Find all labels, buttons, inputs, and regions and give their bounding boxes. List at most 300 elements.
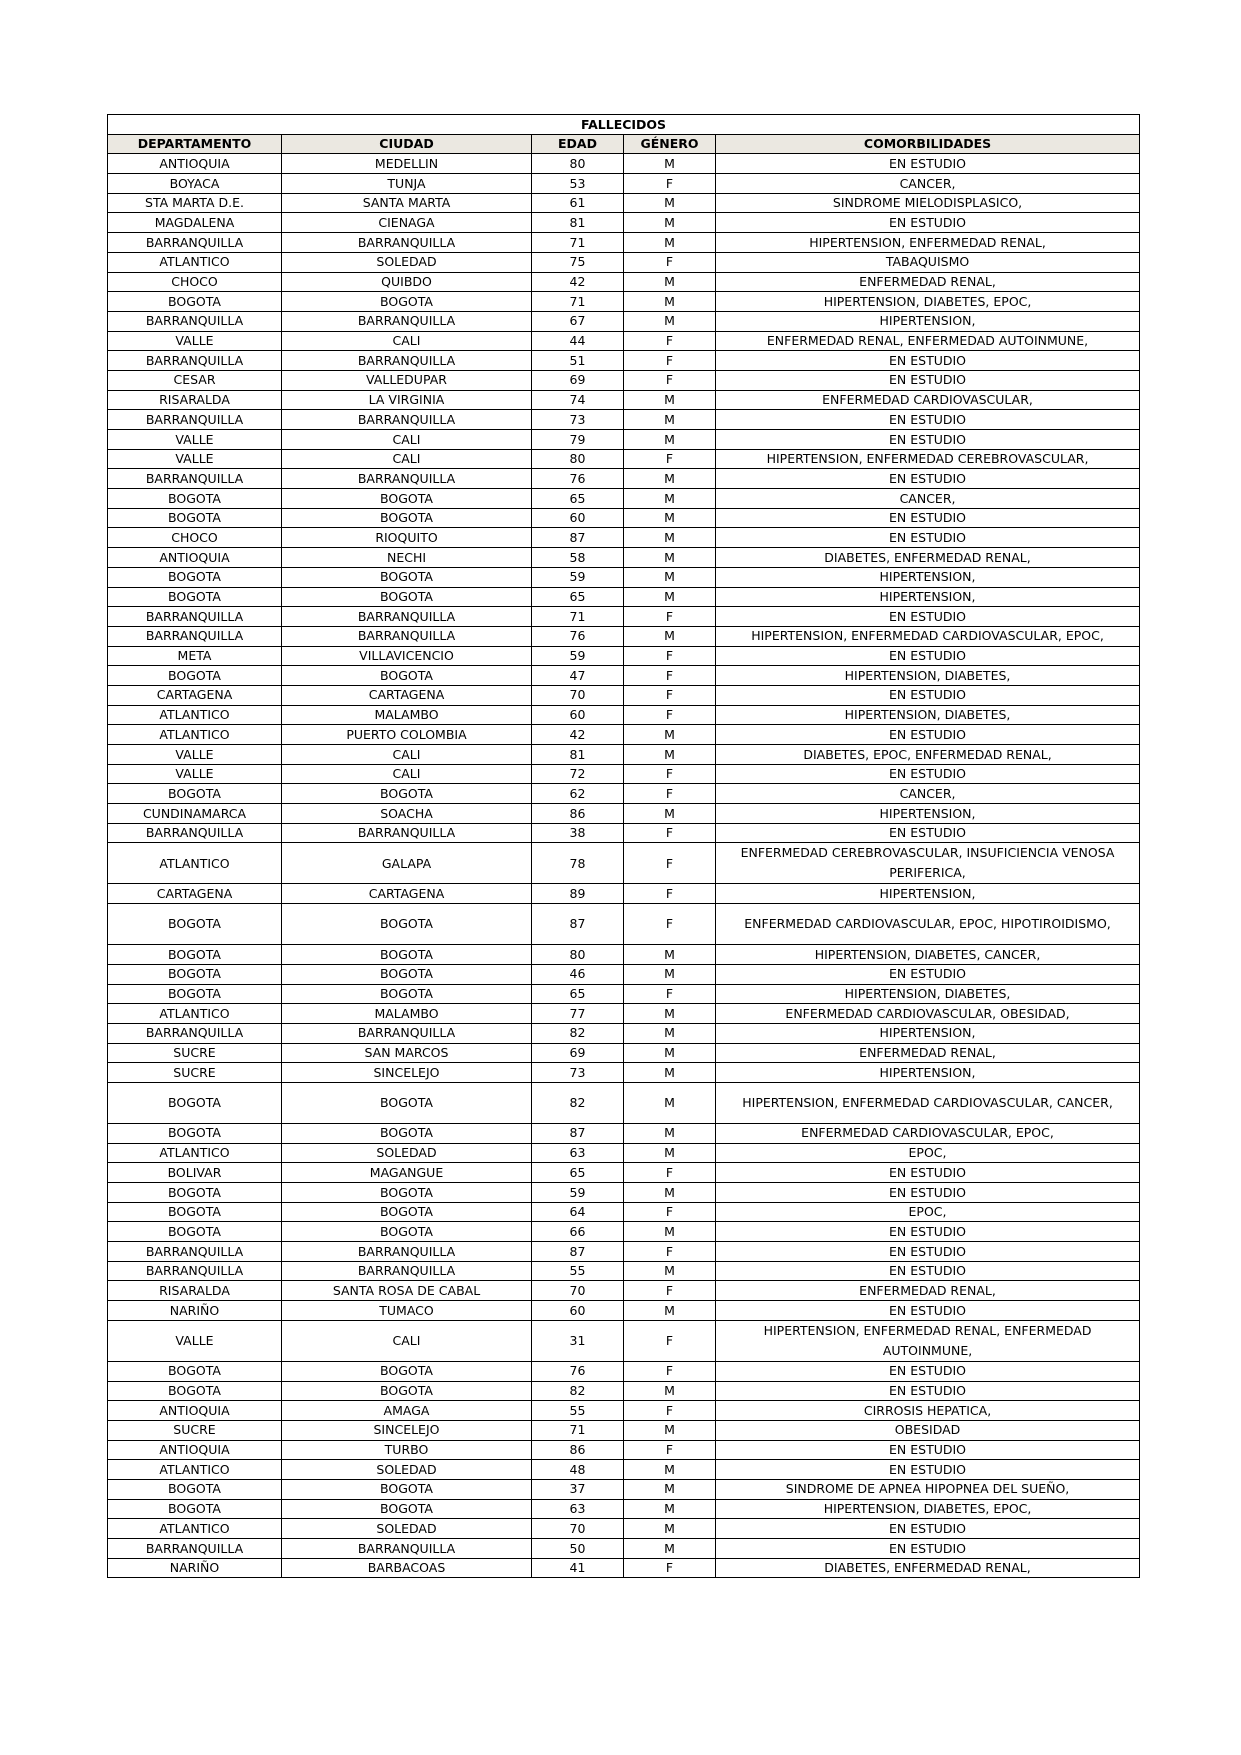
cell-genero: M bbox=[624, 430, 716, 450]
cell-comorbilidades: EN ESTUDIO bbox=[716, 1381, 1140, 1401]
cell-edad: 87 bbox=[532, 528, 624, 548]
cell-ciudad: VILLAVICENCIO bbox=[282, 646, 532, 666]
table-row bbox=[108, 1401, 1140, 1421]
table-row bbox=[108, 945, 1140, 965]
cell-genero: M bbox=[624, 587, 716, 607]
cell-departamento: VALLE bbox=[108, 764, 282, 784]
cell-ciudad: BARRANQUILLA bbox=[282, 607, 532, 627]
cell-departamento: MAGDALENA bbox=[108, 213, 282, 233]
cell-genero: F bbox=[624, 449, 716, 469]
cell-ciudad: BOGOTA bbox=[282, 587, 532, 607]
cell-ciudad: PUERTO COLOMBIA bbox=[282, 725, 532, 745]
cell-edad: 71 bbox=[532, 233, 624, 253]
cell-ciudad: SANTA MARTA bbox=[282, 193, 532, 213]
cell-departamento: ANTIOQUIA bbox=[108, 1401, 282, 1421]
cell-departamento: BOGOTA bbox=[108, 666, 282, 686]
cell-edad: 42 bbox=[532, 725, 624, 745]
cell-genero: F bbox=[624, 1242, 716, 1262]
cell-departamento: NARIÑO bbox=[108, 1558, 282, 1578]
cell-genero: F bbox=[624, 1361, 716, 1381]
cell-comorbilidades: EN ESTUDIO bbox=[716, 469, 1140, 489]
cell-departamento: VALLE bbox=[108, 745, 282, 765]
cell-comorbilidades: HIPERTENSION, ENFERMEDAD CEREBROVASCULAR, bbox=[716, 449, 1140, 469]
cell-genero: F bbox=[624, 370, 716, 390]
table-row bbox=[108, 784, 1140, 804]
cell-departamento: RISARALDA bbox=[108, 1281, 282, 1301]
cell-departamento: BARRANQUILLA bbox=[108, 607, 282, 627]
cell-ciudad: SINCELEJO bbox=[282, 1420, 532, 1440]
cell-departamento: BARRANQUILLA bbox=[108, 1261, 282, 1281]
cell-genero: M bbox=[624, 390, 716, 410]
cell-edad: 42 bbox=[532, 272, 624, 292]
table-row bbox=[108, 745, 1140, 765]
cell-comorbilidades: DIABETES, ENFERMEDAD RENAL, bbox=[716, 548, 1140, 568]
fallecidos-table bbox=[107, 114, 1140, 1578]
cell-departamento: BOGOTA bbox=[108, 904, 282, 945]
cell-departamento: BOGOTA bbox=[108, 1361, 282, 1381]
cell-edad: 47 bbox=[532, 666, 624, 686]
cell-edad: 72 bbox=[532, 764, 624, 784]
cell-genero: M bbox=[624, 272, 716, 292]
cell-comorbilidades: DIABETES, EPOC, ENFERMEDAD RENAL, bbox=[716, 745, 1140, 765]
cell-departamento: BOGOTA bbox=[108, 1082, 282, 1123]
table-row bbox=[108, 1539, 1140, 1559]
cell-genero: M bbox=[624, 154, 716, 174]
table-row bbox=[108, 1420, 1140, 1440]
cell-comorbilidades: ENFERMEDAD RENAL, bbox=[716, 1281, 1140, 1301]
table-row bbox=[108, 1281, 1140, 1301]
table-row bbox=[108, 1301, 1140, 1321]
cell-edad: 66 bbox=[532, 1222, 624, 1242]
cell-comorbilidades: ENFERMEDAD RENAL, ENFERMEDAD AUTOINMUNE, bbox=[716, 331, 1140, 351]
table-row bbox=[108, 1519, 1140, 1539]
cell-genero: M bbox=[624, 311, 716, 331]
cell-genero: M bbox=[624, 469, 716, 489]
table-row bbox=[108, 904, 1140, 945]
cell-comorbilidades: ENFERMEDAD CARDIOVASCULAR, EPOC, bbox=[716, 1123, 1140, 1143]
table-row bbox=[108, 1381, 1140, 1401]
table-row bbox=[108, 587, 1140, 607]
cell-comorbilidades: CANCER, bbox=[716, 489, 1140, 509]
table-row bbox=[108, 508, 1140, 528]
cell-ciudad: CALI bbox=[282, 1320, 532, 1361]
cell-genero: F bbox=[624, 884, 716, 904]
cell-edad: 70 bbox=[532, 685, 624, 705]
cell-ciudad: CARTAGENA bbox=[282, 685, 532, 705]
cell-departamento: ATLANTICO bbox=[108, 1004, 282, 1024]
cell-ciudad: TURBO bbox=[282, 1440, 532, 1460]
cell-comorbilidades: ENFERMEDAD CARDIOVASCULAR, bbox=[716, 390, 1140, 410]
cell-genero: M bbox=[624, 1063, 716, 1083]
cell-ciudad: BOGOTA bbox=[282, 784, 532, 804]
cell-comorbilidades: EN ESTUDIO bbox=[716, 1539, 1140, 1559]
cell-ciudad: BOGOTA bbox=[282, 292, 532, 312]
cell-genero: F bbox=[624, 1320, 716, 1361]
cell-ciudad: BOGOTA bbox=[282, 1082, 532, 1123]
cell-genero: M bbox=[624, 1222, 716, 1242]
table-row bbox=[108, 430, 1140, 450]
table-row bbox=[108, 331, 1140, 351]
cell-edad: 50 bbox=[532, 1539, 624, 1559]
cell-edad: 80 bbox=[532, 945, 624, 965]
table-row bbox=[108, 843, 1140, 884]
cell-ciudad: BOGOTA bbox=[282, 1499, 532, 1519]
cell-comorbilidades: EN ESTUDIO bbox=[716, 1261, 1140, 1281]
cell-departamento: ATLANTICO bbox=[108, 1143, 282, 1163]
cell-departamento: CARTAGENA bbox=[108, 884, 282, 904]
cell-comorbilidades: EN ESTUDIO bbox=[716, 1460, 1140, 1480]
table-row bbox=[108, 685, 1140, 705]
table-header-row bbox=[108, 134, 1140, 154]
cell-edad: 59 bbox=[532, 567, 624, 587]
cell-genero: M bbox=[624, 292, 716, 312]
cell-comorbilidades: HIPERTENSION, DIABETES, EPOC, bbox=[716, 1499, 1140, 1519]
cell-genero: F bbox=[624, 1440, 716, 1460]
cell-comorbilidades: HIPERTENSION, bbox=[716, 884, 1140, 904]
cell-departamento: BARRANQUILLA bbox=[108, 351, 282, 371]
cell-ciudad: TUNJA bbox=[282, 174, 532, 194]
cell-departamento: ATLANTICO bbox=[108, 1460, 282, 1480]
cell-genero: F bbox=[624, 607, 716, 627]
cell-comorbilidades: CANCER, bbox=[716, 174, 1140, 194]
table-row bbox=[108, 548, 1140, 568]
cell-ciudad: BOGOTA bbox=[282, 1123, 532, 1143]
cell-comorbilidades: EN ESTUDIO bbox=[716, 685, 1140, 705]
cell-comorbilidades: EN ESTUDIO bbox=[716, 213, 1140, 233]
cell-comorbilidades: HIPERTENSION, bbox=[716, 804, 1140, 824]
table-row bbox=[108, 1063, 1140, 1083]
table-row bbox=[108, 272, 1140, 292]
cell-comorbilidades: EN ESTUDIO bbox=[716, 1163, 1140, 1183]
table-row bbox=[108, 1163, 1140, 1183]
cell-genero: F bbox=[624, 764, 716, 784]
cell-edad: 82 bbox=[532, 1082, 624, 1123]
cell-genero: M bbox=[624, 1123, 716, 1143]
cell-ciudad: MAGANGUE bbox=[282, 1163, 532, 1183]
cell-ciudad: BARRANQUILLA bbox=[282, 410, 532, 430]
cell-ciudad: BARRANQUILLA bbox=[282, 351, 532, 371]
cell-edad: 69 bbox=[532, 370, 624, 390]
header-ciudad: CIUDAD bbox=[282, 134, 532, 154]
table-row bbox=[108, 1242, 1140, 1262]
cell-ciudad: SOLEDAD bbox=[282, 1460, 532, 1480]
cell-comorbilidades: OBESIDAD bbox=[716, 1420, 1140, 1440]
cell-edad: 80 bbox=[532, 154, 624, 174]
cell-departamento: ATLANTICO bbox=[108, 252, 282, 272]
cell-ciudad: CALI bbox=[282, 745, 532, 765]
cell-departamento: BOGOTA bbox=[108, 1202, 282, 1222]
cell-departamento: BOYACA bbox=[108, 174, 282, 194]
cell-comorbilidades: EN ESTUDIO bbox=[716, 607, 1140, 627]
cell-edad: 60 bbox=[532, 508, 624, 528]
cell-departamento: BOGOTA bbox=[108, 945, 282, 965]
cell-departamento: BARRANQUILLA bbox=[108, 469, 282, 489]
cell-ciudad: BARRANQUILLA bbox=[282, 1023, 532, 1043]
cell-genero: M bbox=[624, 725, 716, 745]
cell-edad: 58 bbox=[532, 548, 624, 568]
cell-edad: 75 bbox=[532, 252, 624, 272]
cell-edad: 78 bbox=[532, 843, 624, 884]
cell-departamento: ATLANTICO bbox=[108, 843, 282, 884]
table-row bbox=[108, 311, 1140, 331]
cell-comorbilidades: HIPERTENSION, DIABETES, bbox=[716, 705, 1140, 725]
cell-ciudad: BOGOTA bbox=[282, 508, 532, 528]
cell-edad: 65 bbox=[532, 984, 624, 1004]
cell-genero: M bbox=[624, 1143, 716, 1163]
table-title-row bbox=[108, 115, 1140, 135]
cell-ciudad: CALI bbox=[282, 764, 532, 784]
cell-departamento: STA MARTA D.E. bbox=[108, 193, 282, 213]
cell-edad: 64 bbox=[532, 1202, 624, 1222]
cell-edad: 71 bbox=[532, 607, 624, 627]
table-title: FALLECIDOS bbox=[108, 115, 1140, 135]
table-row bbox=[108, 1479, 1140, 1499]
cell-ciudad: BOGOTA bbox=[282, 666, 532, 686]
table-row bbox=[108, 884, 1140, 904]
table-row bbox=[108, 1261, 1140, 1281]
cell-edad: 86 bbox=[532, 804, 624, 824]
cell-genero: M bbox=[624, 233, 716, 253]
cell-ciudad: CALI bbox=[282, 331, 532, 351]
cell-departamento: CHOCO bbox=[108, 272, 282, 292]
cell-departamento: BOGOTA bbox=[108, 567, 282, 587]
cell-edad: 73 bbox=[532, 410, 624, 430]
cell-departamento: ATLANTICO bbox=[108, 705, 282, 725]
cell-ciudad: QUIBDO bbox=[282, 272, 532, 292]
cell-ciudad: BARRANQUILLA bbox=[282, 233, 532, 253]
cell-departamento: BOGOTA bbox=[108, 1381, 282, 1401]
cell-departamento: BOGOTA bbox=[108, 964, 282, 984]
cell-ciudad: CARTAGENA bbox=[282, 884, 532, 904]
cell-edad: 79 bbox=[532, 430, 624, 450]
cell-comorbilidades: HIPERTENSION, bbox=[716, 311, 1140, 331]
table-row bbox=[108, 370, 1140, 390]
cell-comorbilidades: EPOC, bbox=[716, 1143, 1140, 1163]
cell-comorbilidades: CIRROSIS HEPATICA, bbox=[716, 1401, 1140, 1421]
cell-edad: 87 bbox=[532, 1242, 624, 1262]
cell-edad: 65 bbox=[532, 489, 624, 509]
cell-departamento: ATLANTICO bbox=[108, 1519, 282, 1539]
cell-genero: M bbox=[624, 528, 716, 548]
cell-genero: F bbox=[624, 843, 716, 884]
table-row bbox=[108, 1202, 1140, 1222]
cell-comorbilidades: HIPERTENSION, ENFERMEDAD CARDIOVASCULAR, CANCER, bbox=[716, 1082, 1140, 1123]
cell-comorbilidades: TABAQUISMO bbox=[716, 252, 1140, 272]
cell-genero: M bbox=[624, 1479, 716, 1499]
table-row bbox=[108, 984, 1140, 1004]
cell-genero: M bbox=[624, 508, 716, 528]
cell-genero: F bbox=[624, 1281, 716, 1301]
cell-edad: 71 bbox=[532, 292, 624, 312]
cell-genero: F bbox=[624, 252, 716, 272]
cell-departamento: ANTIOQUIA bbox=[108, 1440, 282, 1460]
cell-ciudad: BOGOTA bbox=[282, 1222, 532, 1242]
cell-comorbilidades: EN ESTUDIO bbox=[716, 528, 1140, 548]
table-row bbox=[108, 213, 1140, 233]
cell-edad: 87 bbox=[532, 904, 624, 945]
table-row bbox=[108, 764, 1140, 784]
cell-edad: 41 bbox=[532, 1558, 624, 1578]
cell-ciudad: TUMACO bbox=[282, 1301, 532, 1321]
table-row bbox=[108, 1143, 1140, 1163]
table-row bbox=[108, 410, 1140, 430]
cell-edad: 44 bbox=[532, 331, 624, 351]
cell-ciudad: NECHI bbox=[282, 548, 532, 568]
cell-departamento: BOGOTA bbox=[108, 489, 282, 509]
cell-departamento: SUCRE bbox=[108, 1043, 282, 1063]
cell-edad: 31 bbox=[532, 1320, 624, 1361]
cell-ciudad: MALAMBO bbox=[282, 705, 532, 725]
cell-genero: M bbox=[624, 1301, 716, 1321]
cell-comorbilidades: ENFERMEDAD CARDIOVASCULAR, EPOC, HIPOTIROIDISMO, bbox=[716, 904, 1140, 945]
cell-comorbilidades: EN ESTUDIO bbox=[716, 823, 1140, 843]
cell-edad: 80 bbox=[532, 449, 624, 469]
table-row bbox=[108, 567, 1140, 587]
cell-comorbilidades: EN ESTUDIO bbox=[716, 725, 1140, 745]
table-row bbox=[108, 964, 1140, 984]
cell-departamento: VALLE bbox=[108, 449, 282, 469]
table-row bbox=[108, 823, 1140, 843]
cell-genero: M bbox=[624, 193, 716, 213]
cell-ciudad: BOGOTA bbox=[282, 1202, 532, 1222]
cell-edad: 67 bbox=[532, 311, 624, 331]
table-row bbox=[108, 705, 1140, 725]
cell-ciudad: SOLEDAD bbox=[282, 1519, 532, 1539]
table-row bbox=[108, 646, 1140, 666]
cell-comorbilidades: EN ESTUDIO bbox=[716, 964, 1140, 984]
cell-departamento: CUNDINAMARCA bbox=[108, 804, 282, 824]
table-row bbox=[108, 528, 1140, 548]
cell-edad: 55 bbox=[532, 1261, 624, 1281]
cell-edad: 87 bbox=[532, 1123, 624, 1143]
cell-genero: F bbox=[624, 685, 716, 705]
table-row bbox=[108, 1004, 1140, 1024]
header-genero: GÉNERO bbox=[624, 134, 716, 154]
cell-genero: M bbox=[624, 1381, 716, 1401]
table-row bbox=[108, 1023, 1140, 1043]
cell-ciudad: BARBACOAS bbox=[282, 1558, 532, 1578]
cell-genero: F bbox=[624, 1401, 716, 1421]
cell-departamento: BOGOTA bbox=[108, 1123, 282, 1143]
cell-genero: M bbox=[624, 964, 716, 984]
cell-genero: M bbox=[624, 567, 716, 587]
table-row bbox=[108, 1440, 1140, 1460]
cell-comorbilidades: ENFERMEDAD RENAL, bbox=[716, 1043, 1140, 1063]
cell-genero: M bbox=[624, 1023, 716, 1043]
cell-departamento: BARRANQUILLA bbox=[108, 626, 282, 646]
cell-ciudad: SINCELEJO bbox=[282, 1063, 532, 1083]
cell-comorbilidades: EN ESTUDIO bbox=[716, 1301, 1140, 1321]
cell-comorbilidades: HIPERTENSION, ENFERMEDAD RENAL, bbox=[716, 233, 1140, 253]
cell-ciudad: SAN MARCOS bbox=[282, 1043, 532, 1063]
cell-genero: F bbox=[624, 174, 716, 194]
cell-comorbilidades: HIPERTENSION, bbox=[716, 567, 1140, 587]
cell-edad: 59 bbox=[532, 1183, 624, 1203]
cell-departamento: BARRANQUILLA bbox=[108, 1023, 282, 1043]
cell-comorbilidades: EN ESTUDIO bbox=[716, 1519, 1140, 1539]
cell-ciudad: BARRANQUILLA bbox=[282, 1242, 532, 1262]
cell-ciudad: BOGOTA bbox=[282, 945, 532, 965]
cell-genero: F bbox=[624, 351, 716, 371]
cell-genero: M bbox=[624, 548, 716, 568]
cell-genero: M bbox=[624, 1499, 716, 1519]
cell-ciudad: BARRANQUILLA bbox=[282, 311, 532, 331]
cell-genero: F bbox=[624, 331, 716, 351]
cell-comorbilidades: HIPERTENSION, ENFERMEDAD CARDIOVASCULAR, EPOC, bbox=[716, 626, 1140, 646]
cell-departamento: BOGOTA bbox=[108, 587, 282, 607]
cell-comorbilidades: EN ESTUDIO bbox=[716, 508, 1140, 528]
cell-comorbilidades: EN ESTUDIO bbox=[716, 430, 1140, 450]
cell-comorbilidades: EN ESTUDIO bbox=[716, 1440, 1140, 1460]
table-row bbox=[108, 1222, 1140, 1242]
cell-genero: F bbox=[624, 784, 716, 804]
cell-comorbilidades: EN ESTUDIO bbox=[716, 410, 1140, 430]
cell-departamento: BARRANQUILLA bbox=[108, 410, 282, 430]
cell-genero: F bbox=[624, 1163, 716, 1183]
cell-ciudad: BOGOTA bbox=[282, 1479, 532, 1499]
cell-edad: 69 bbox=[532, 1043, 624, 1063]
cell-departamento: CHOCO bbox=[108, 528, 282, 548]
cell-genero: F bbox=[624, 1202, 716, 1222]
cell-ciudad: BOGOTA bbox=[282, 1183, 532, 1203]
cell-genero: M bbox=[624, 213, 716, 233]
table-row bbox=[108, 252, 1140, 272]
cell-ciudad: BOGOTA bbox=[282, 984, 532, 1004]
table-row bbox=[108, 804, 1140, 824]
cell-comorbilidades: EN ESTUDIO bbox=[716, 370, 1140, 390]
cell-ciudad: BOGOTA bbox=[282, 489, 532, 509]
cell-departamento: BARRANQUILLA bbox=[108, 233, 282, 253]
cell-edad: 89 bbox=[532, 884, 624, 904]
cell-ciudad: MEDELLIN bbox=[282, 154, 532, 174]
table-row bbox=[108, 154, 1140, 174]
cell-departamento: ATLANTICO bbox=[108, 725, 282, 745]
cell-departamento: CARTAGENA bbox=[108, 685, 282, 705]
cell-edad: 74 bbox=[532, 390, 624, 410]
cell-edad: 55 bbox=[532, 1401, 624, 1421]
cell-ciudad: SOLEDAD bbox=[282, 252, 532, 272]
table-row bbox=[108, 1043, 1140, 1063]
cell-comorbilidades: HIPERTENSION, DIABETES, bbox=[716, 666, 1140, 686]
cell-edad: 81 bbox=[532, 745, 624, 765]
header-edad: EDAD bbox=[532, 134, 624, 154]
cell-edad: 60 bbox=[532, 1301, 624, 1321]
cell-genero: F bbox=[624, 984, 716, 1004]
cell-departamento: BARRANQUILLA bbox=[108, 1539, 282, 1559]
table-row bbox=[108, 449, 1140, 469]
cell-genero: M bbox=[624, 1519, 716, 1539]
cell-comorbilidades: HIPERTENSION, DIABETES, CANCER, bbox=[716, 945, 1140, 965]
cell-edad: 51 bbox=[532, 351, 624, 371]
cell-comorbilidades: ENFERMEDAD CARDIOVASCULAR, OBESIDAD, bbox=[716, 1004, 1140, 1024]
cell-comorbilidades: EN ESTUDIO bbox=[716, 646, 1140, 666]
cell-ciudad: BARRANQUILLA bbox=[282, 823, 532, 843]
cell-ciudad: MALAMBO bbox=[282, 1004, 532, 1024]
cell-comorbilidades: ENFERMEDAD RENAL, bbox=[716, 272, 1140, 292]
table-row bbox=[108, 607, 1140, 627]
cell-comorbilidades: HIPERTENSION, DIABETES, bbox=[716, 984, 1140, 1004]
cell-comorbilidades: HIPERTENSION, bbox=[716, 1063, 1140, 1083]
cell-edad: 82 bbox=[532, 1381, 624, 1401]
table-row bbox=[108, 1361, 1140, 1381]
cell-genero: F bbox=[624, 904, 716, 945]
cell-ciudad: BOGOTA bbox=[282, 1361, 532, 1381]
cell-genero: M bbox=[624, 1183, 716, 1203]
cell-departamento: BOLIVAR bbox=[108, 1163, 282, 1183]
table-row bbox=[108, 1183, 1140, 1203]
cell-edad: 65 bbox=[532, 587, 624, 607]
cell-edad: 62 bbox=[532, 784, 624, 804]
